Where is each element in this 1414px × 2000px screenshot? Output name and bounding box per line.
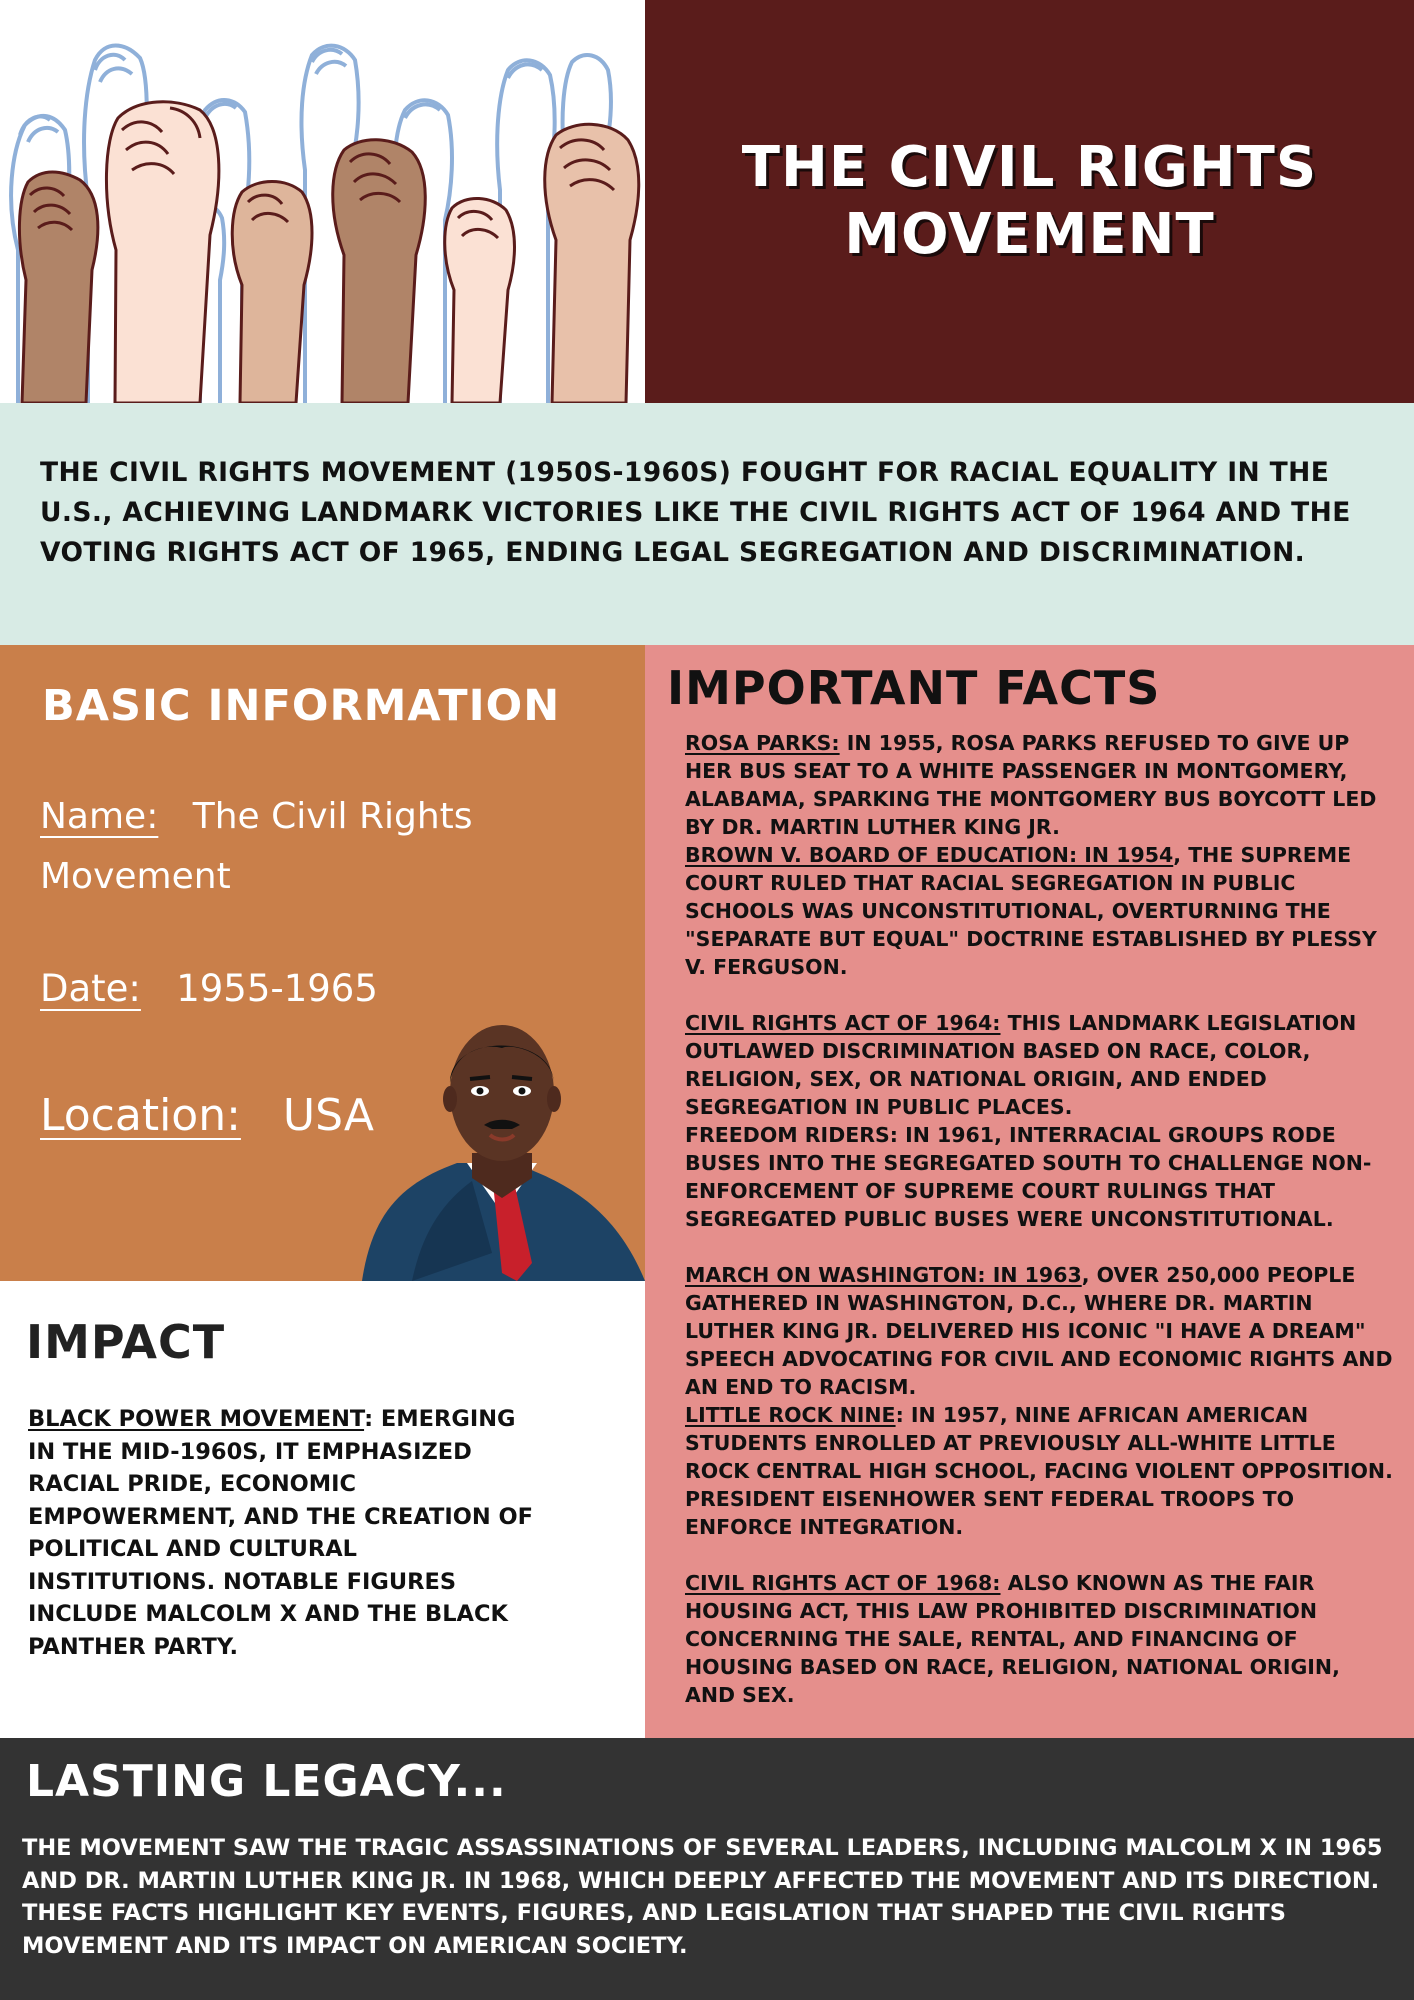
page-title: THE CIVIL RIGHTS MOVEMENT (741, 135, 1318, 267)
lasting-legacy-heading: LASTING LEGACY... (26, 1756, 507, 1807)
impact-title: BLACK POWER MOVEMENT (28, 1406, 365, 1432)
raised-fists-illustration (0, 0, 645, 403)
fact-item: MARCH ON WASHINGTON: IN 1963, OVER 250,000 PEOPLE GATHERED IN WASHINGTON, D.C., WHERE DR. MARTIN LUTHER KING JR. DELIVERED HIS ICONIC "I HAVE A DREAM" SPEECH ADVOCATING FOR CIVIL AND ECONOMIC RIGHTS AND AN END TO RACISM. (685, 1263, 1393, 1399)
location-row (40, 1090, 374, 1141)
date-label: Date: (40, 967, 141, 1010)
fact-item: ROSA PARKS: IN 1955, ROSA PARKS REFUSED TO GIVE UP HER BUS SEAT TO A WHITE PASSENGER IN MONTGOMERY, ALABAMA, SPARKING THE MONTGOMERY BUS BOYCOTT LED BY DR. MARTIN LUTHER KING JR. (685, 731, 1377, 839)
important-facts-panel (645, 645, 1414, 1738)
impact-text (28, 1403, 538, 1663)
lasting-legacy-band (0, 1738, 1414, 2000)
date-value: 1955-1965 (176, 967, 378, 1010)
basic-information-heading: BASIC INFORMATION (42, 681, 561, 731)
impact-description: : EMERGING IN THE MID-1960S, IT EMPHASIZED RACIAL PRIDE, ECONOMIC EMPOWERMENT, AND THE CREATION OF POLITICAL AND CULTURAL INSTITUTIONS. NOTABLE FIGURES INCLUDE MALCOLM X AND THE BLACK PANTHER PARTY. (28, 1406, 534, 1660)
basic-information-panel (0, 645, 645, 1281)
fact-item: LITTLE ROCK NINE: IN 1957, NINE AFRICAN AMERICAN STUDENTS ENROLLED AT PREVIOUSLY ALL-WHITE LITTLE ROCK CENTRAL HIGH SCHOOL, FACING VIOLENT OPPOSITION. PRESIDENT EISENHOWER SENT FEDERAL TROOPS TO ENFORCE INTEGRATION. (685, 1403, 1393, 1539)
impact-heading: IMPACT (26, 1315, 226, 1369)
date-row (40, 967, 378, 1010)
summary-band (0, 403, 1414, 645)
facts-list (685, 729, 1395, 1709)
fact-item: CIVIL RIGHTS ACT OF 1964: THIS LANDMARK LEGISLATION OUTLAWED DISCRIMINATION BASED ON RACE, COLOR, RELIGION, SEX, OR NATIONAL ORIGIN, AND ENDED SEGREGATION IN PUBLIC PLACES. (685, 1011, 1357, 1119)
leader-portrait-icon (362, 1013, 645, 1281)
name-row (40, 787, 500, 907)
fact-item: BROWN V. BOARD OF EDUCATION: IN 1954, THE SUPREME COURT RULED THAT RACIAL SEGREGATION IN PUBLIC SCHOOLS WAS UNCONSTITUTIONAL, OVERTURNING THE "SEPARATE BUT EQUAL" DOCTRINE ESTABLISHED BY PLESSY V. FERGUSON. (685, 843, 1377, 979)
title-block (645, 0, 1414, 403)
summary-text: THE CIVIL RIGHTS MOVEMENT (1950S-1960S) FOUGHT FOR RACIAL EQUALITY IN THE U.S., ACHIEVING LANDMARK VICTORIES LIKE THE CIVIL RIGHTS ACT OF 1964 AND THE VOTING RIGHTS ACT OF 1965, ENDING LEGAL SEGREGATION AND DISCRIMINATION. (40, 457, 1351, 568)
location-label: Location: (40, 1090, 241, 1141)
fact-item: CIVIL RIGHTS ACT OF 1968: ALSO KNOWN AS THE FAIR HOUSING ACT, THIS LAW PROHIBITED DISCRIMINATION CONCERNING THE SALE, RENTAL, AND FINANCING OF HOUSING BASED ON RACE, RELIGION, NATIONAL ORIGIN, AND SEX. (685, 1571, 1340, 1707)
name-label: Name: (40, 796, 159, 837)
impact-panel (0, 1281, 645, 1738)
location-value: USA (282, 1090, 374, 1141)
lasting-legacy-text: THE MOVEMENT SAW THE TRAGIC ASSASSINATIONS OF SEVERAL LEADERS, INCLUDING MALCOLM X IN 1965 AND DR. MARTIN LUTHER KING JR. IN 1968, WHICH DEEPLY AFFECTED THE MOVEMENT AND ITS DIRECTION. THESE FACTS HIGHLIGHT KEY EVENTS, FIGURES, AND LEGISLATION THAT SHAPED THE CIVIL RIGHTS MOVEMENT AND ITS IMPACT ON AMERICAN SOCIETY. (22, 1835, 1383, 1959)
important-facts-heading: IMPORTANT FACTS (667, 661, 1161, 715)
name-value: The Civil Rights Movement (40, 796, 473, 897)
fact-item: FREEDOM RIDERS: IN 1961, INTERRACIAL GROUPS RODE BUSES INTO THE SEGREGATED SOUTH TO CHALLENGE NON-ENFORCEMENT OF SUPREME COURT RULINGS THAT SEGREGATED PUBLIC BUSES WERE UNCONSTITUTIONAL. (685, 1123, 1372, 1231)
raised-fists-icon (0, 0, 645, 403)
